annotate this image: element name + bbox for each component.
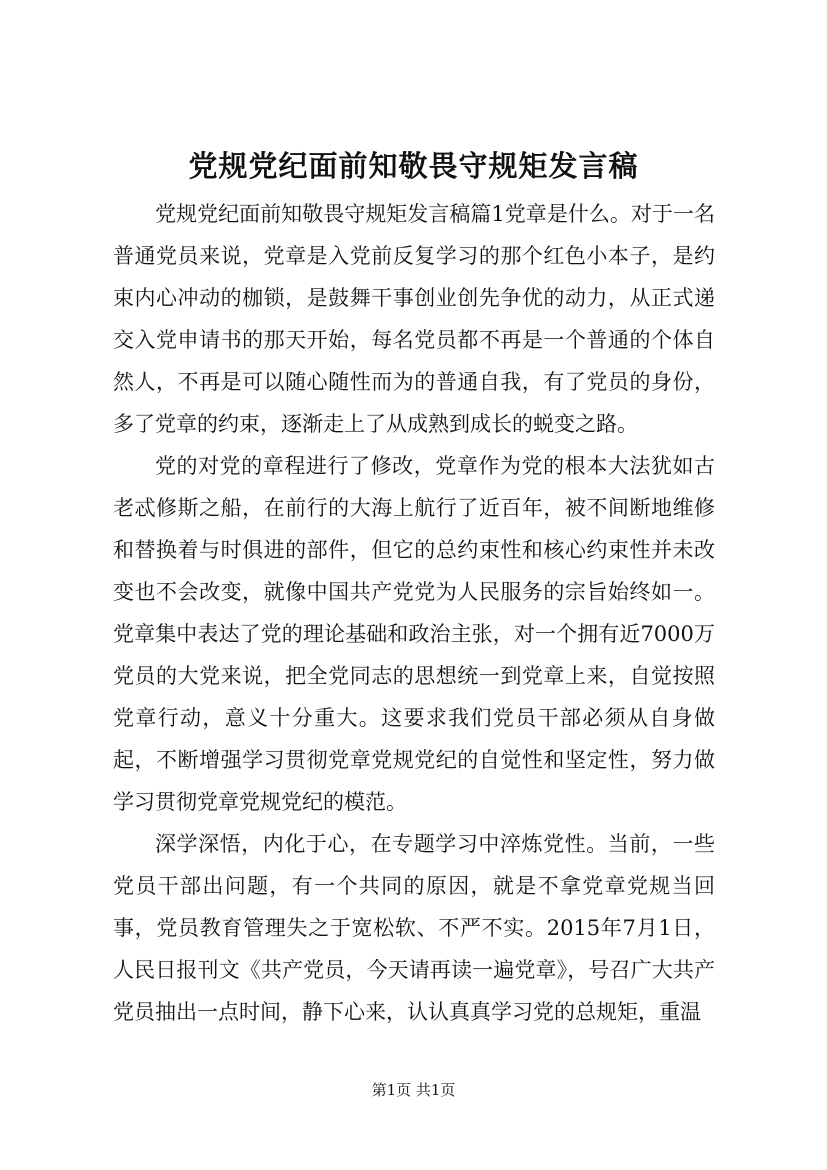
paragraph: 党规党纪面前知敬畏守规矩发言稿篇1党章是什么。对于一名普通党员来说，党章是入党前反复学习的那个红色小本子，是约束内心冲动的枷锁，是鼓舞干事创业创先争优的动力，从正式递交入党申请书的那天开始，每名党员都不再是一个普通的个体自然人，不再是可以随心随性而为的普通自我，有了党员的身份，多了党章的约束，逐渐走上了从成熟到成长的蜕变之路。 bbox=[113, 202, 715, 436]
document-body bbox=[113, 193, 715, 1033]
page-footer: 第1页 共1页 bbox=[371, 1081, 456, 1099]
paragraph: 深学深悟，内化于心，在专题学习中淬炼党性。当前，一些党员干部出问题，有一个共同的原因，就是不拿党章党规当回事，党员教育管理失之于宽松软、不严不实。2015年7月1日，人民日报刊文《共产党员，今天请再读一遍党章》，号召广大共产党员抽出一点时间，静下心来，认认真真学习党的总规矩，重温 bbox=[113, 832, 715, 1024]
paragraph: 党的对党的章程进行了修改，党章作为党的根本大法犹如古老忒修斯之船，在前行的大海上航行了近百年，被不间断地维修和替换着与时俱进的部件，但它的总约束性和核心约束性并未改变也不会改变，就像中国共产党党为人民服务的宗旨始终如一。党章集中表达了党的理论基础和政治主张，对一个拥有近7000万党员的大党来说，把全党同志的思想统一到党章上来，自觉按照党章行动，意义十分重大。这要求我们党员干部必须从自身做起，不断增强学习贯彻党章党规党纪的自觉性和坚定性，努力做学习贯彻党章党规党纪的模范。 bbox=[113, 454, 715, 814]
document-title: 党规党纪面前知敬畏守规矩发言稿 bbox=[188, 149, 639, 183]
